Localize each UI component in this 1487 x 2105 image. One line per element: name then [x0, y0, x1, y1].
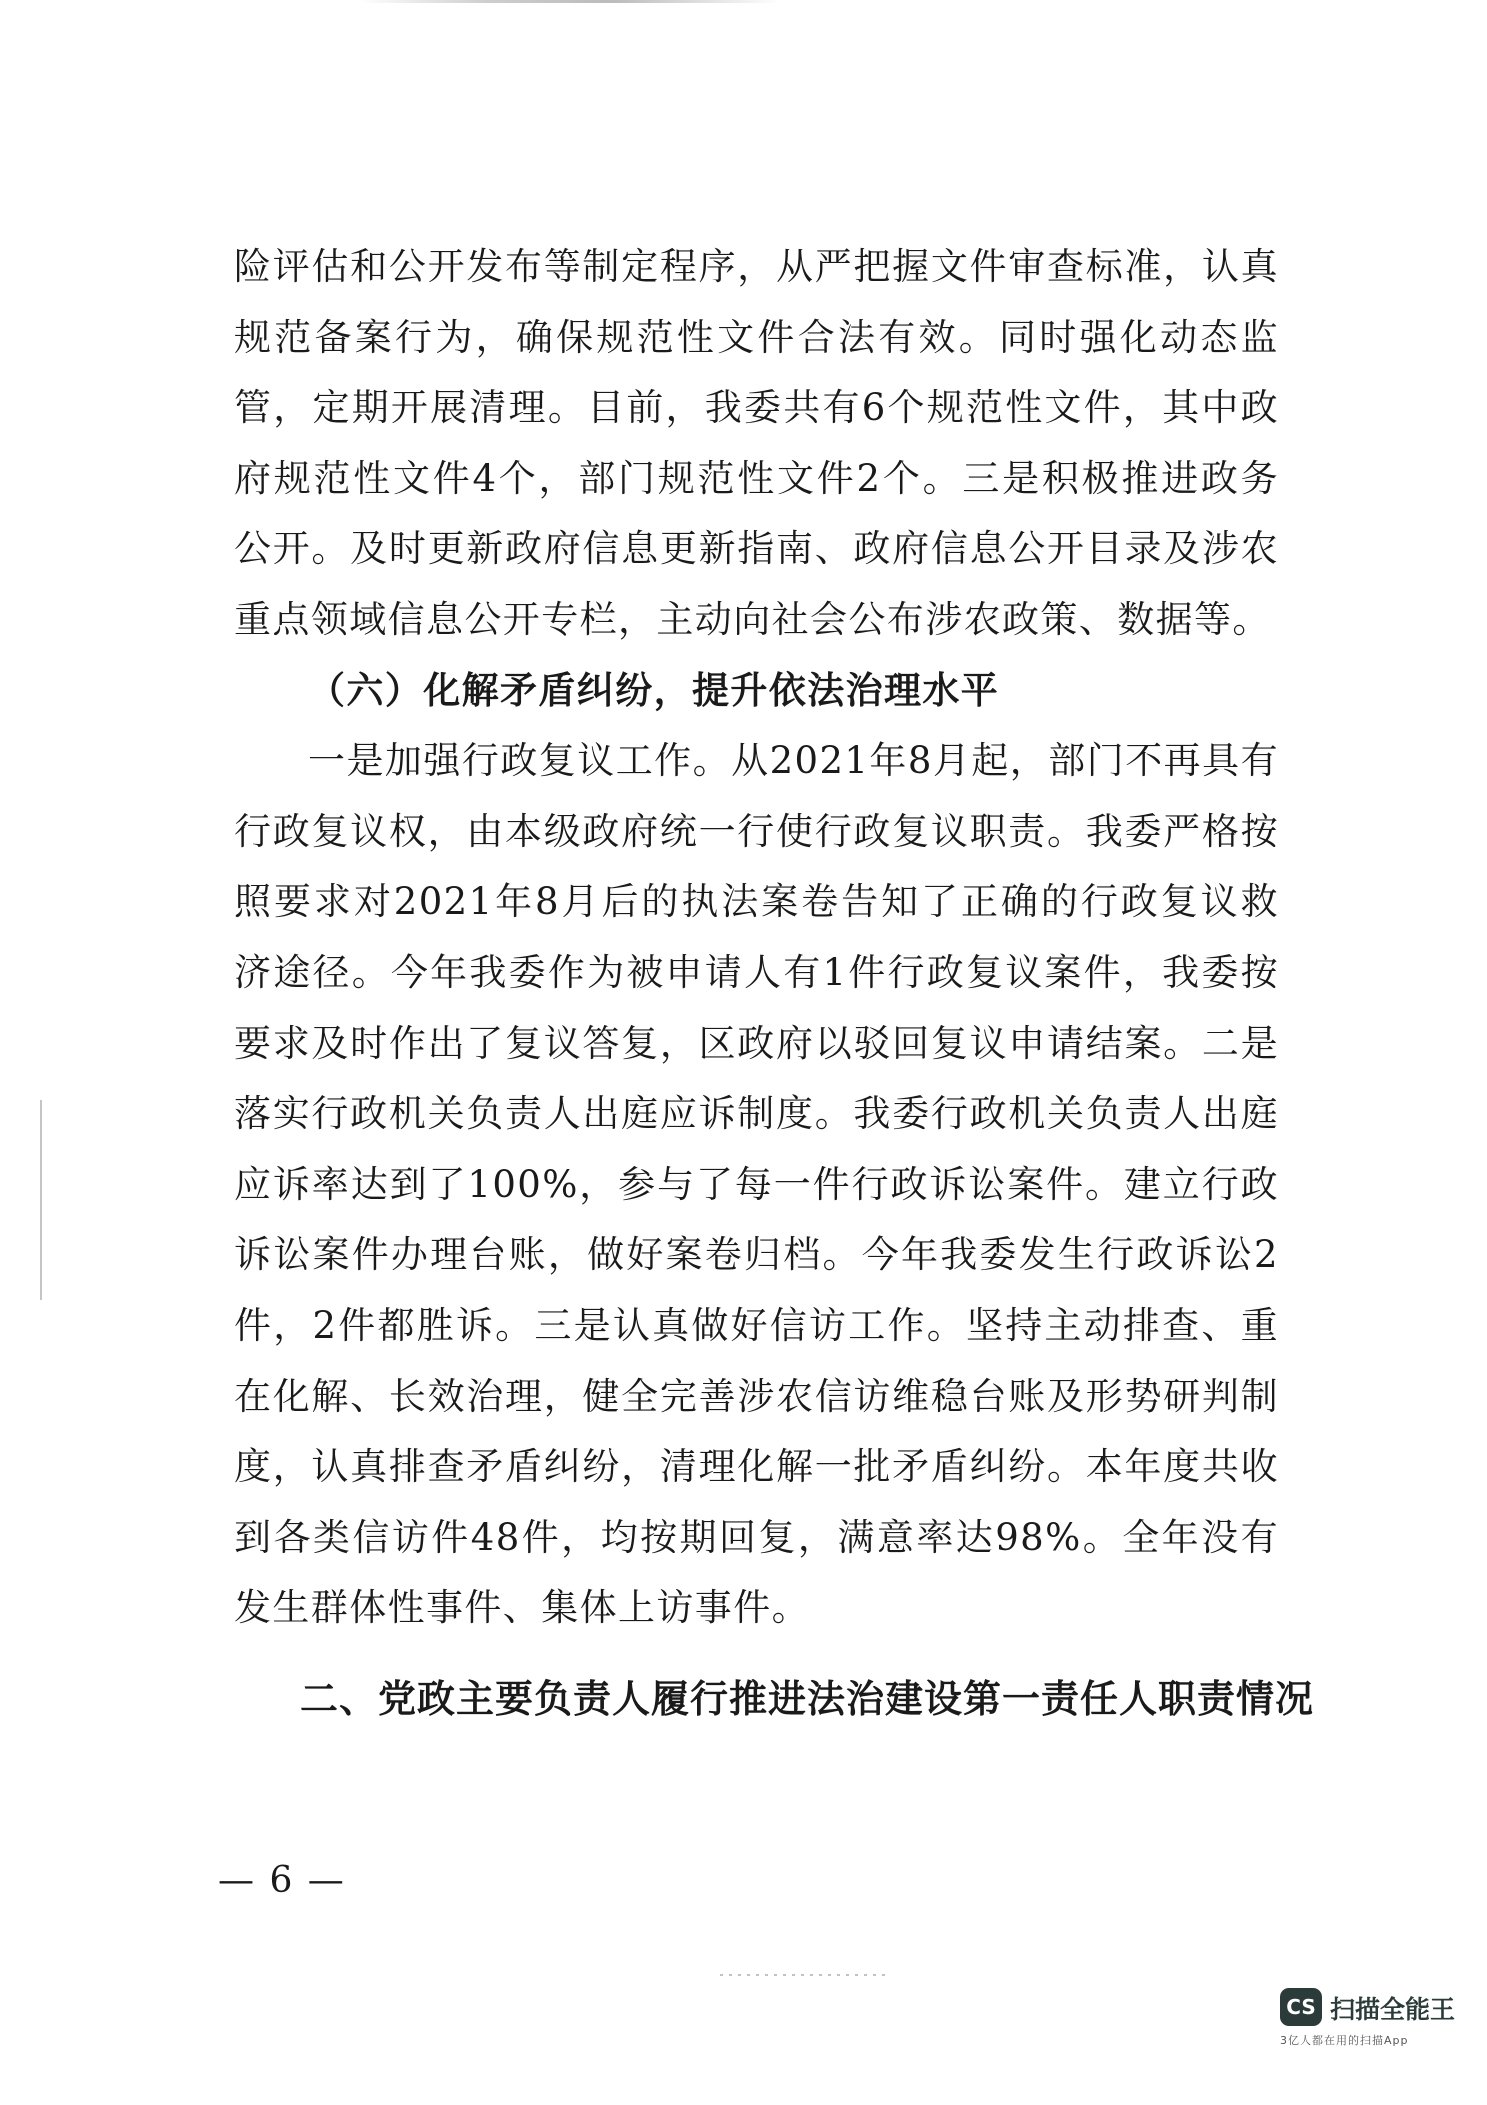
paragraph-continued: 险评估和公开发布等制定程序，从严把握文件审查标准，认真规范备案行为，确保规范性文件合法有效。同时强化动态监管，定期开展清理。目前，我委共有6个规范性文件，其中政府规范性文件4个，部门规范性文件2个。三是积极推进政务公开。及时更新政府信息更新指南、政府信息公开目录及涉农重点领域信息公开专栏，主动向社会公布涉农政策、数据等。	[234, 245, 1279, 641]
scan-artifact	[360, 0, 780, 3]
scanner-logo-icon: CS	[1280, 1988, 1322, 2026]
scan-artifact-dots	[720, 1974, 890, 1976]
scan-edge-mark	[40, 1100, 42, 1300]
watermark-title: 扫描全能王	[1330, 1995, 1456, 2024]
watermark-subtitle: 3亿人都在用的扫描App	[1280, 2034, 1409, 2047]
scanner-watermark	[1280, 1988, 1460, 2048]
paragraph: 一是加强行政复议工作。从2021年8月起，部门不再具有行政复议权，由本级政府统一行使行政复议职责。我委严格按照要求对2021年8月后的执法案卷告知了正确的行政复议救济途径。今年我委作为被申请人有1件行政复议案件，我委按要求及时作出了复议答复，区政府以驳回复议申请结案。二是落实行政机关负责人出庭应诉制度。我委行政机关负责人出庭应诉率达到了100%，参与了每一件行政诉讼案件。建立行政诉讼案件办理台账，做好案卷归档。今年我委发生行政诉讼2件，2件都胜诉。三是认真做好信访工作。坚持主动排查、重在化解、长效治理，健全完善涉农信访维稳台账及形势研判制度，认真排查矛盾纠纷，清理化解一批矛盾纠纷。本年度共收到各类信访件48件，均按期回复，满意率达98%。全年没有发生群体性事件、集体上访事件。	[234, 739, 1279, 1630]
page-number: — 6 —	[218, 1860, 346, 1901]
section-heading: 二、党政主要负责人履行推进法治建设第一责任人职责情况	[300, 1677, 1315, 1721]
body-text	[234, 232, 1279, 1644]
subheading: （六）化解矛盾纠纷，提升依法治理水平	[308, 668, 1000, 712]
